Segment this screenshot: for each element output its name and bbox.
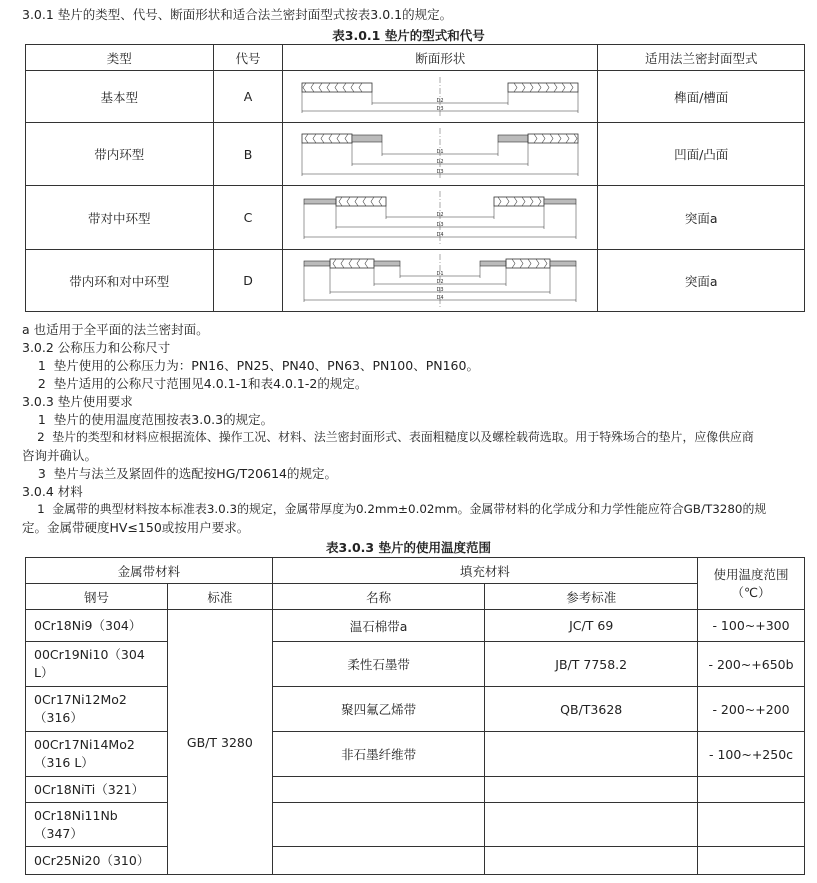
filler-name (272, 777, 485, 803)
section-b-diagram (290, 126, 590, 182)
temp-range: - 200~+650b (698, 642, 805, 687)
filler-ref: QB/T3628 (485, 687, 698, 732)
note-line: 定。金属带硬度HV≤150或按用户要求。 (22, 520, 250, 535)
note-line: 3.0.4 材料 (22, 484, 83, 499)
row-code: C (213, 186, 283, 250)
group-filler: 填充材料 (272, 558, 697, 584)
row-type: 带对中环型 (26, 186, 214, 250)
filler-ref (485, 803, 698, 847)
section-diagram (283, 186, 598, 250)
dim-label: D1 (436, 270, 444, 277)
header-section: 断面形状 (283, 45, 598, 71)
filler-name (272, 847, 485, 875)
row-code: A (213, 71, 283, 123)
filler-ref (485, 732, 698, 777)
temp-range (698, 847, 805, 875)
header-steel-grade: 钢号 (26, 584, 168, 610)
steel-grade: 0Cr18NiTi（321） (26, 777, 168, 803)
steel-grade: 0Cr17Ni12Mo2（316） (26, 687, 168, 732)
temp-range (698, 777, 805, 803)
section-a-diagram (290, 75, 590, 119)
section-c-diagram (290, 189, 590, 247)
note-line: 1 垫片使用的公称压力为：PN16、PN25、PN40、PN63、PN100、PN160。 (22, 358, 479, 373)
group-metal-strip: 金属带材料 (26, 558, 273, 584)
note-line: a 也适用于全平面的法兰密封面。 (22, 322, 209, 337)
filler-ref: JB/T 7758.2 (485, 642, 698, 687)
steel-grade: 00Cr19Ni10（304 L） (26, 642, 168, 687)
note-line: 3 垫片与法兰及紧固件的选配按HG/T20614的规定。 (22, 466, 337, 481)
dim-label: D2 (436, 159, 444, 165)
dim-label: D2 (436, 278, 444, 285)
steel-grade: 00Cr17Ni14Mo2（316 L） (26, 732, 168, 777)
row-code: D (213, 250, 283, 312)
section-diagram (283, 123, 598, 186)
filler-name: 聚四氟乙烯带 (272, 687, 485, 732)
header-code: 代号 (213, 45, 283, 71)
table2-caption: 表3.0.3 垫片的使用温度范围 (326, 540, 491, 555)
row-code: B (213, 123, 283, 186)
dim-label: D2 (436, 211, 444, 218)
header-type: 类型 (26, 45, 214, 71)
row-type: 基本型 (26, 71, 214, 123)
header-ref-standard: 参考标准 (485, 584, 698, 610)
dim-label: D3 (436, 169, 444, 175)
temperature-table (25, 557, 805, 875)
temp-range: - 200~+200 (698, 687, 805, 732)
steel-grade: 0Cr25Ni20（310） (26, 847, 168, 875)
note-line: 2 垫片的类型和材料应根据流体、操作工况、材料、法兰密封面形式、表面粗糙度以及螺栓载荷选取。用于特殊场合的垫片，应像供应商 (22, 430, 754, 444)
filler-name: 温石棉带a (272, 610, 485, 642)
dim-label: D4 (436, 231, 444, 238)
dim-label: D2 (436, 97, 444, 104)
dim-label: D3 (436, 286, 444, 293)
note-line: 1 金属带的典型材料按本标准表3.0.3的规定，金属带厚度为0.2mm±0.02mm。金属带材料的化学成分和力学性能应符合GB/T3280的规 (22, 502, 767, 516)
row-type: 带内环和对中环型 (26, 250, 214, 312)
dim-label: D4 (436, 294, 444, 301)
filler-ref (485, 777, 698, 803)
intro-text: 3.0.1 垫片的类型、代号、断面形状和适合法兰密封面型式按表3.0.1的规定。 (22, 7, 453, 22)
header-standard: 标准 (167, 584, 272, 610)
header-temp-range: 使用温度范围（℃） (698, 558, 805, 610)
steel-grade: 0Cr18Ni9（304） (26, 610, 168, 642)
temp-range (698, 803, 805, 847)
note-line: 3.0.2 公称压力和公称尺寸 (22, 340, 171, 355)
note-line: 3.0.3 垫片使用要求 (22, 394, 133, 409)
filler-name (272, 803, 485, 847)
row-face: 突面a (598, 250, 805, 312)
steel-grade: 0Cr18Ni11Nb（347） (26, 803, 168, 847)
dim-label: D3 (436, 105, 444, 112)
note-line: 1 垫片的使用温度范围按表3.0.3的规定。 (22, 412, 274, 427)
filler-ref: JC/T 69 (485, 610, 698, 642)
section-diagram (283, 250, 598, 312)
row-face: 榫面/槽面 (598, 71, 805, 123)
gasket-type-table (25, 44, 805, 312)
header-face: 适用法兰密封面型式 (598, 45, 805, 71)
section-diagram (283, 71, 598, 123)
filler-name: 柔性石墨带 (272, 642, 485, 687)
filler-ref (485, 847, 698, 875)
note-line: 2 垫片适用的公称尺寸范围见4.0.1-1和表4.0.1-2的规定。 (22, 376, 368, 391)
standard-cell: GB/T 3280 (167, 610, 272, 875)
row-face: 凹面/凸面 (598, 123, 805, 186)
filler-name: 非石墨纤维带 (272, 732, 485, 777)
note-line: 咨询并确认。 (22, 448, 98, 463)
section-d-diagram (290, 252, 590, 310)
dim-label: D3 (436, 221, 444, 228)
temp-range: - 100~+300 (698, 610, 805, 642)
row-face: 突面a (598, 186, 805, 250)
dim-label: D1 (436, 149, 444, 155)
row-type: 带内环型 (26, 123, 214, 186)
temp-range: - 100~+250c (698, 732, 805, 777)
header-filler-name: 名称 (272, 584, 485, 610)
table1-caption: 表3.0.1 垫片的型式和代号 (332, 28, 485, 43)
